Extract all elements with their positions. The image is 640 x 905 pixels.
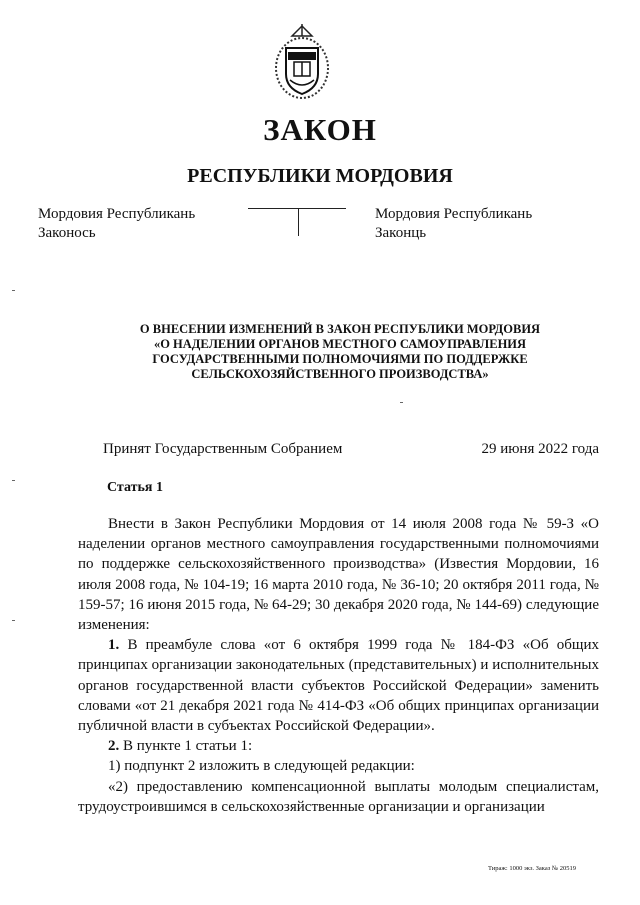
law-title-line: ГОСУДАРСТВЕННЫМИ ПОЛНОМОЧИЯМИ ПО ПОДДЕРЖКЕ [152,352,528,366]
left-name-line: Законось [38,225,96,241]
paragraph-text: В пункте 1 статьи 1: [123,738,253,755]
print-run-note: Тираж: 1000 экз. Заказ № 20519 [488,865,577,872]
item-number: 2. [108,738,120,755]
scan-mark [12,290,15,291]
adopted-by: Принят Государственным Собранием [103,441,343,457]
adoption-date: 29 июня 2022 года [481,441,599,457]
scan-mark [400,402,403,403]
paragraph-text: В преамбуле слова «от 6 октября 1999 года № 184-ФЗ «Об общих принципах организации законодательных (представительных) и исполнительных органов государственной власти субъектов Российской Федерации» заменить словами «от 21 декабря 2021 года № 414-ФЗ «Об общих принципах организации публичной власти в субъектах Российской Федерации». [78,637,599,735]
right-name-block [375,205,532,243]
paragraph: Внести в Закон Республики Мордовия от 14 июля 2008 года № 59-З «О наделении органов местного самоуправления государственными полномочиями по поддержке сельскохозяйственного производства» (Известия Мордовии, 16 июля 2008 года, № 104-19; 16 марта 2010 года, № 36-10; 20 октября 2011 года, № 159-57; 16 июня 2015 года, № 64-29; 30 декабря 2020 года, № 144-69) следующие изменения: [78,516,599,634]
law-title-line: О ВНЕСЕНИИ ИЗМЕНЕНИЙ В ЗАКОН РЕСПУБЛИКИ МОРДОВИЯ [139,322,541,336]
left-name-block [38,205,195,243]
article-heading: Статья 1 [107,480,163,495]
law-title-line: «О НАДЕЛЕНИИ ОРГАНОВ МЕСТНОГО САМОУПРАВЛЕНИЯ [153,337,527,351]
right-name-line: Мордовия Республикань [375,206,533,222]
article-body [78,514,599,817]
law-title-line: СЕЛЬСКОХОЗЯЙСТВЕННОГО ПРОИЗВОДСТВА» [191,367,489,381]
divider-horizontal [248,208,346,209]
paragraph [78,635,599,736]
paragraph: «2) предоставлению компенсационной выплаты молодым специалистам, трудоустроившимся в сельскохозяйственные организации и организации [78,778,599,815]
scan-mark [12,480,15,481]
document-title: ЗАКОН [263,112,377,147]
left-name-line: Мордовия Республикань [38,206,196,222]
law-title [90,322,590,382]
divider-vertical [298,208,299,236]
coat-of-arms-icon [270,22,334,102]
paragraph [78,736,599,756]
item-number: 1. [108,637,120,654]
scan-mark [12,620,15,621]
document-subtitle: РЕСПУБЛИКИ МОРДОВИЯ [187,165,453,187]
right-name-line: Законць [375,225,427,241]
adoption-line [103,441,599,458]
paragraph: 1) подпункт 2 изложить в следующей редакции: [108,758,415,775]
